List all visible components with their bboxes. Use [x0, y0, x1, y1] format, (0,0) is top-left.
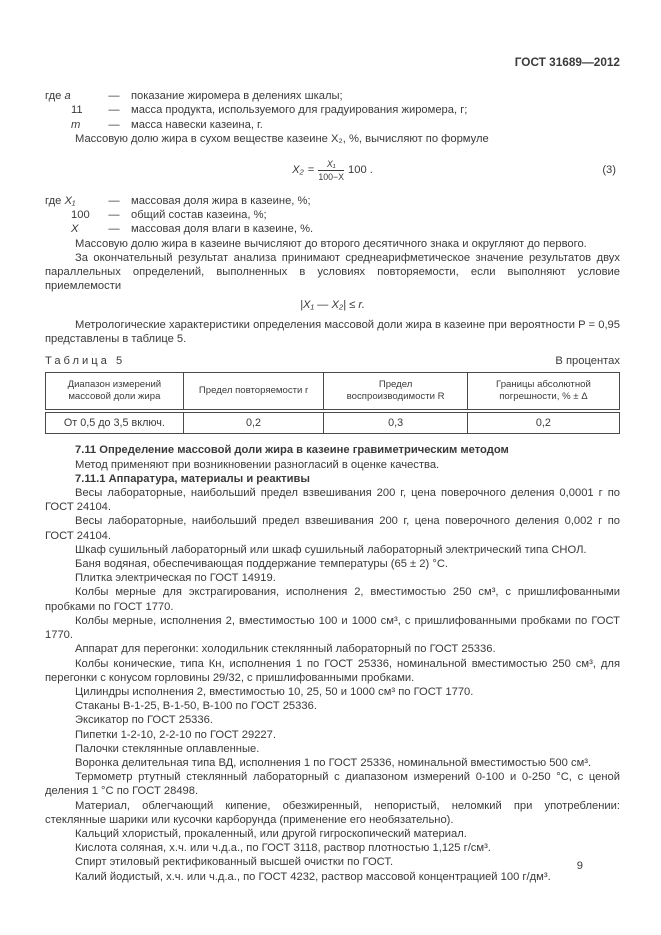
definition-row	[45, 89, 620, 103]
apparatus-item: Стаканы В-1-25, В-1-50, В-100 по ГОСТ 25336.	[75, 700, 317, 713]
fraction-denominator: 100−X	[318, 171, 345, 182]
definition-term: X	[71, 223, 79, 236]
table-units-note: В процентах	[555, 355, 620, 368]
table-row	[46, 411, 620, 434]
table-cell: 0,2	[467, 411, 619, 434]
apparatus-item: Плитка электрическая по ГОСТ 14919.	[75, 572, 276, 585]
final-result-paragraph: За окончательный результат анализа принимают среднеарифметическое значение результатов двух параллельных определений, выполненных в условиях повторяемости, если выполняют условие приемлемости	[45, 251, 620, 293]
formula-lhs: X₂	[292, 163, 304, 176]
apparatus-item: Колбы конические, типа Кн, исполнения 1 по ГОСТ 25336, номинальной вместимостью 250 см³, для перегонки с конусом горловины 29/32, с пришлифованными пробками.	[45, 657, 620, 684]
apparatus-item: Эксикатор по ГОСТ 25336.	[75, 714, 213, 727]
fraction	[318, 159, 344, 182]
definition-text: общий состав казеина, %;	[131, 209, 267, 222]
table-header-cell: Предел повторяемости r	[183, 373, 324, 412]
apparatus-item: Спирт этиловый ректификованный высшей очистки по ГОСТ.	[75, 856, 394, 869]
apparatus-item: Шкаф сушильный лабораторный или шкаф сушильный лабораторный электрический типа СНОЛ.	[75, 543, 587, 556]
apparatus-item: Термометр ртутный стеклянный лабораторный с диапазоном измерений 0-100 и 0-250 °С, с ценой деления 1 °С по ГОСТ 28498.	[45, 771, 620, 798]
definition-row	[45, 208, 620, 222]
formula-multiplier: 100 .	[348, 163, 373, 176]
table-cell: 0,2	[183, 411, 324, 434]
definition-list-2	[45, 194, 620, 237]
equals-sign: =	[307, 163, 315, 176]
table-header-cell: Предел воспроизводимости R	[324, 373, 468, 412]
definition-term: где X₁	[45, 195, 76, 208]
apparatus-item: Пипетки 1-2-10, 2-2-10 по ГОСТ 29227.	[75, 728, 276, 741]
definition-row	[45, 194, 620, 208]
section-7-11-1-subheading: 7.11.1 Аппаратура, материалы и реактивы	[75, 472, 310, 485]
acceptance-condition-formula: |X₁ — X₂| ≤ r.	[300, 299, 365, 312]
apparatus-item: Баня водяная, обеспечивающая поддержание температуры (65 ± 2) °С.	[75, 558, 449, 571]
definition-term: m	[71, 118, 81, 131]
section-7-11-heading: 7.11 Определение массовой доли жира в казеине гравиметрическим методом	[75, 444, 509, 457]
table-header-cell: Диапазон измерений массовой доли жира	[46, 373, 184, 412]
apparatus-item: Цилиндры исполнения 2, вместимостью 10, 25, 50 и 1000 см³ по ГОСТ 1770.	[75, 685, 474, 698]
method-intro-paragraph: Метод применяют при возникновении разногласий в оценке качества.	[75, 458, 440, 471]
definition-term: 100	[71, 209, 90, 222]
apparatus-item: Колбы мерные, исполнения 2, вместимостью 100 и 1000 см³, с пришлифованными пробками по ГОСТ 1770.	[45, 614, 620, 642]
apparatus-item: Кислота соляная, х.ч. или ч.д.а., по ГОСТ 3118, раствор плотностью 1,125 г/см³.	[75, 842, 491, 855]
em-dash: —	[108, 90, 120, 103]
metrology-paragraph: Метрологические характеристики определения массовой доли жира в казеине при вероятности P = 0,95 представлены в таблице 5.	[45, 318, 620, 345]
rounding-paragraph: Массовую долю жира в казеине вычисляют до второго десятичного знака и округляют до первого.	[75, 237, 587, 250]
definition-list-1	[45, 89, 620, 132]
formula-intro-paragraph: Массовую долю жира в сухом веществе казеине X₂, %, вычисляют по формуле	[75, 132, 489, 145]
table-caption-row	[45, 354, 620, 368]
em-dash: —	[108, 223, 120, 236]
apparatus-item: Калий йодистый, х.ч. или ч.д.а., по ГОСТ 4232, раствор массовой концентрацией 100 г/дм³.	[75, 870, 551, 883]
table-header-cell: Границы абсолютной погрешности, % ± Δ	[467, 373, 619, 412]
apparatus-item: Кальций хлористый, прокаленный, или другой гигроскопический материал.	[75, 827, 467, 840]
table-5	[45, 372, 620, 434]
apparatus-item: Колбы мерные для экстрагирования, исполнения 2, вместимостью 250 см³, с пришлифованными пробками по ГОСТ 1770.	[45, 586, 620, 613]
doc-code-header: ГОСТ 31689—2012	[514, 55, 620, 69]
apparatus-item: Аппарат для перегонки: холодильник стеклянный лабораторный по ГОСТ 25336.	[75, 643, 496, 656]
definition-text: показание жиромера в делениях шкалы;	[131, 90, 343, 103]
apparatus-item: Весы лабораторные, наибольший предел взвешивания 200 г, цена поверочного деления 0,002 г по ГОСТ 24104.	[45, 515, 620, 542]
definition-term: где a	[45, 90, 71, 103]
em-dash: —	[108, 195, 120, 208]
table-caption: Таблица 5	[45, 355, 126, 368]
definition-term: 11	[71, 104, 83, 117]
definition-row	[45, 118, 620, 132]
formula-body	[292, 159, 373, 182]
table-header-row	[46, 373, 620, 412]
definition-text: массовая доля влаги в казеине, %.	[131, 223, 314, 236]
equation-number: (3)	[602, 163, 616, 176]
apparatus-item: Палочки стеклянные оплавленные.	[75, 742, 260, 755]
formula-3	[45, 155, 620, 185]
page-number: 9	[576, 859, 583, 872]
apparatus-item: Материал, облегчающий кипение, обезжиренный, непористый, неломкий при употреблении: стеклянные шарики или кусочки карборунда (применение его необязательно).	[45, 799, 620, 826]
apparatus-item: Воронка делительная типа ВД, исполнения 1 по ГОСТ 25336, номинальной вместимостью 500 см³.	[75, 756, 592, 769]
definition-row	[45, 103, 620, 117]
em-dash: —	[108, 104, 120, 117]
em-dash: —	[108, 209, 120, 222]
definition-text: массовая доля жира в казеине, %;	[131, 195, 311, 208]
table-cell: 0,3	[324, 411, 468, 434]
table-cell: От 0,5 до 3,5 включ.	[46, 411, 184, 434]
fraction-numerator: X₁	[318, 159, 344, 171]
definition-text: масса продукта, используемого для градуирования жиромера, г;	[131, 104, 468, 117]
em-dash: —	[108, 118, 120, 131]
apparatus-item: Весы лабораторные, наибольший предел взвешивания 200 г, цена поверочного деления 0,0001 г по ГОСТ 24104.	[45, 487, 620, 514]
definition-text: масса навески казеина, г.	[131, 118, 263, 131]
definition-row	[45, 222, 620, 236]
